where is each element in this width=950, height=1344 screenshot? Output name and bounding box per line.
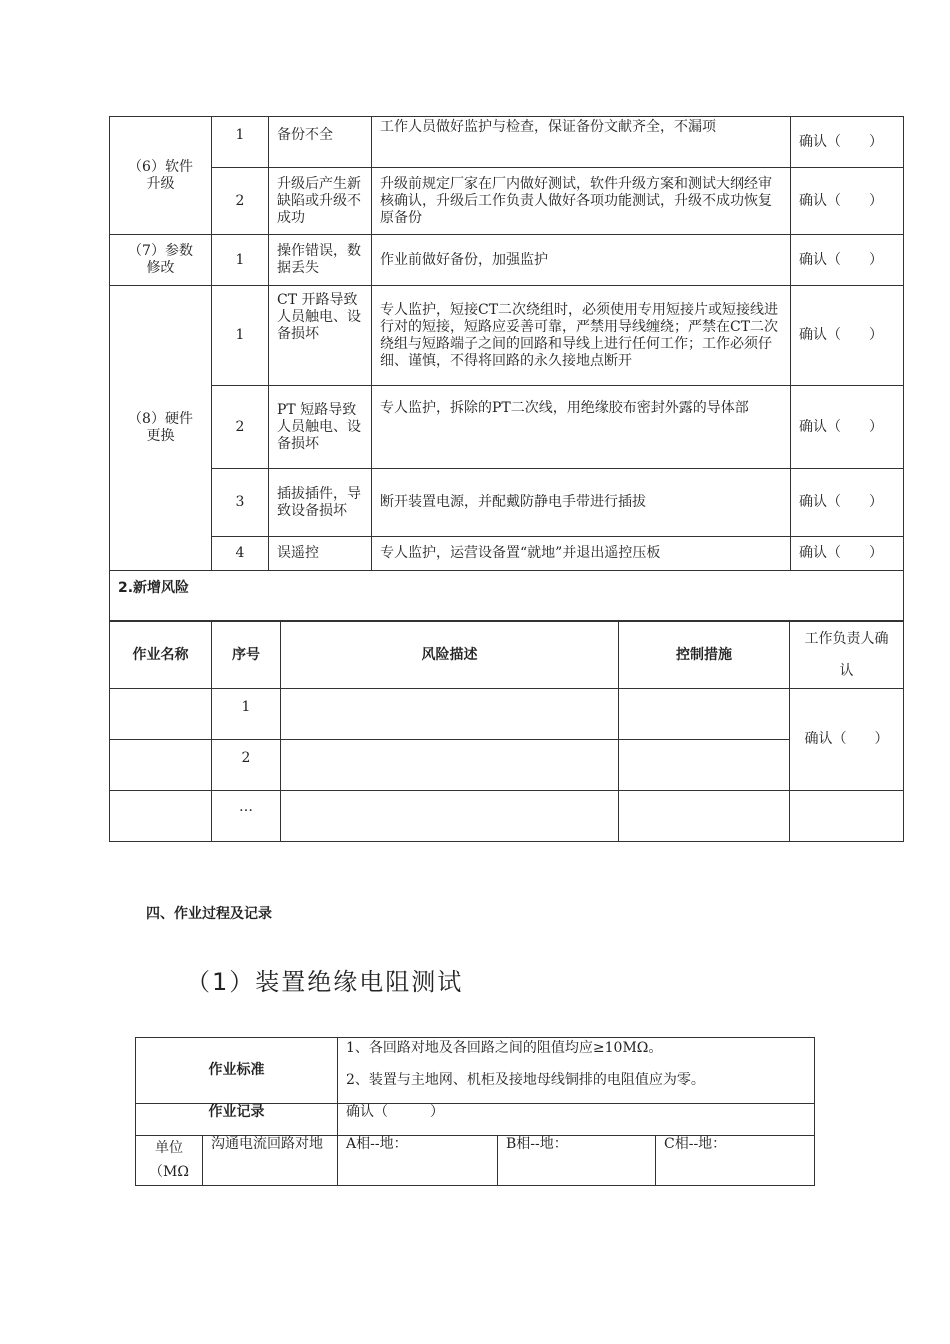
row-number: 4 <box>212 537 269 571</box>
group-name-hardware: （8）硬件更换 <box>110 286 212 571</box>
group-name-params: （7）参数修改 <box>110 235 212 286</box>
table-row <box>136 1104 815 1136</box>
risk-desc-cell[interactable] <box>281 740 619 791</box>
confirm-empty-cell[interactable] <box>790 791 904 842</box>
group-name-software: （6）软件升级 <box>110 117 212 235</box>
table-row <box>110 117 904 168</box>
row-number: 2 <box>212 740 281 791</box>
new-risk-title: 2.新增风险 <box>110 571 904 621</box>
control-measure: 专人监护，运营设备置“就地”并退出遥控压板 <box>372 537 791 571</box>
table-row <box>110 791 904 842</box>
phase-b-field[interactable]: B相--地： <box>498 1136 656 1186</box>
risk-name: CT 开路导致人员触电、设备损坏 <box>269 286 372 386</box>
standard-content <box>338 1038 815 1104</box>
risk-name: 插拔插件，导致设备损坏 <box>269 469 372 537</box>
risk-table <box>109 116 904 621</box>
table-row <box>110 235 904 286</box>
confirm-field[interactable]: 确认（ ） <box>791 117 904 168</box>
table-row <box>110 689 904 740</box>
table-row <box>110 286 904 386</box>
header-task-name: 作业名称 <box>110 622 212 689</box>
table-header-row <box>110 622 904 689</box>
control-cell[interactable] <box>619 740 790 791</box>
row-number: 1 <box>212 235 269 286</box>
confirm-field[interactable]: 确认（ ） <box>790 689 904 791</box>
header-control: 控制措施 <box>619 622 790 689</box>
task-name-cell[interactable] <box>110 689 212 740</box>
table-row <box>110 386 904 469</box>
circuit-label: 沟通电流回路对地 <box>203 1136 338 1186</box>
row-number: 2 <box>212 168 269 235</box>
phase-a-field[interactable]: A相--地： <box>338 1136 498 1186</box>
table-row <box>110 469 904 537</box>
table-row <box>136 1136 815 1186</box>
risk-name: 备份不全 <box>269 117 372 168</box>
risk-name: 升级后产生新缺陷或升级不成功 <box>269 168 372 235</box>
table-row <box>110 571 904 621</box>
standard-item: 2、装置与主地网、机柜及接地母线铜排的电阻值应为零。 <box>346 1072 705 1088</box>
table-row <box>110 537 904 571</box>
control-measure: 作业前做好备份，加强监护 <box>372 235 791 286</box>
control-measure: 专人监护，短接CT二次绕组时，必须使用专用短接片或短接线进行对的短接，短路应妥善可靠，严禁用导线缠绕；严禁在CT二次绕组与短路端子之间的回路和导线上进行任何工作；工作必须仔细、谨慎，不得将回路的永久接地点断开 <box>372 286 791 386</box>
confirm-field[interactable]: 确认（ ） <box>791 386 904 469</box>
new-risk-table <box>109 621 904 842</box>
record-confirm-field[interactable]: 确认（ ） <box>338 1104 815 1136</box>
row-number: 3 <box>212 469 269 537</box>
control-measure: 断开装置电源，并配戴防静电手带进行插拔 <box>372 469 791 537</box>
risk-name: 操作错误，数据丢失 <box>269 235 372 286</box>
header-number: 序号 <box>212 622 281 689</box>
row-number: … <box>212 791 281 842</box>
standard-item: 1、各回路对地及各回路之间的阻值均应≥10MΩ。 <box>346 1040 663 1056</box>
confirm-field[interactable]: 确认（ ） <box>791 537 904 571</box>
risk-name: 误遥控 <box>269 537 372 571</box>
subsection-title: （1）装置绝缘电阻测试 <box>186 968 464 996</box>
control-measure: 工作人员做好监护与检查，保证备份文献齐全，不漏项 <box>372 117 791 168</box>
task-name-cell[interactable] <box>110 791 212 842</box>
insulation-table <box>135 1037 815 1186</box>
risk-name: PT 短路导致人员触电、设备损坏 <box>269 386 372 469</box>
risk-desc-cell[interactable] <box>281 689 619 740</box>
control-measure: 专人监护，拆除的PT二次线，用绝缘胶布密封外露的导体部 <box>372 386 791 469</box>
confirm-field[interactable]: 确认（ ） <box>791 168 904 235</box>
header-confirm: 工作负责人确认 <box>790 622 904 689</box>
confirm-field[interactable]: 确认（ ） <box>791 235 904 286</box>
unit-label: 单位（MΩ <box>136 1136 203 1186</box>
row-number: 1 <box>212 689 281 740</box>
table-row <box>136 1038 815 1104</box>
row-number: 1 <box>212 286 269 386</box>
section-title: 四、作业过程及记录 <box>146 906 272 922</box>
risk-desc-cell[interactable] <box>281 791 619 842</box>
table-row <box>110 168 904 235</box>
row-number: 1 <box>212 117 269 168</box>
control-cell[interactable] <box>619 689 790 740</box>
control-measure: 升级前规定厂家在厂内做好测试，软件升级方案和测试大纲经审核确认，升级后工作负责人做好各项功能测试，升级不成功恢复原备份 <box>372 168 791 235</box>
confirm-field[interactable]: 确认（ ） <box>791 469 904 537</box>
control-cell[interactable] <box>619 791 790 842</box>
row-number: 2 <box>212 386 269 469</box>
table-row <box>110 740 904 791</box>
confirm-field[interactable]: 确认（ ） <box>791 286 904 386</box>
task-name-cell[interactable] <box>110 740 212 791</box>
record-label: 作业记录 <box>136 1104 338 1136</box>
phase-c-field[interactable]: C相--地： <box>656 1136 815 1186</box>
standard-label: 作业标准 <box>136 1038 338 1104</box>
header-risk-desc: 风险描述 <box>281 622 619 689</box>
